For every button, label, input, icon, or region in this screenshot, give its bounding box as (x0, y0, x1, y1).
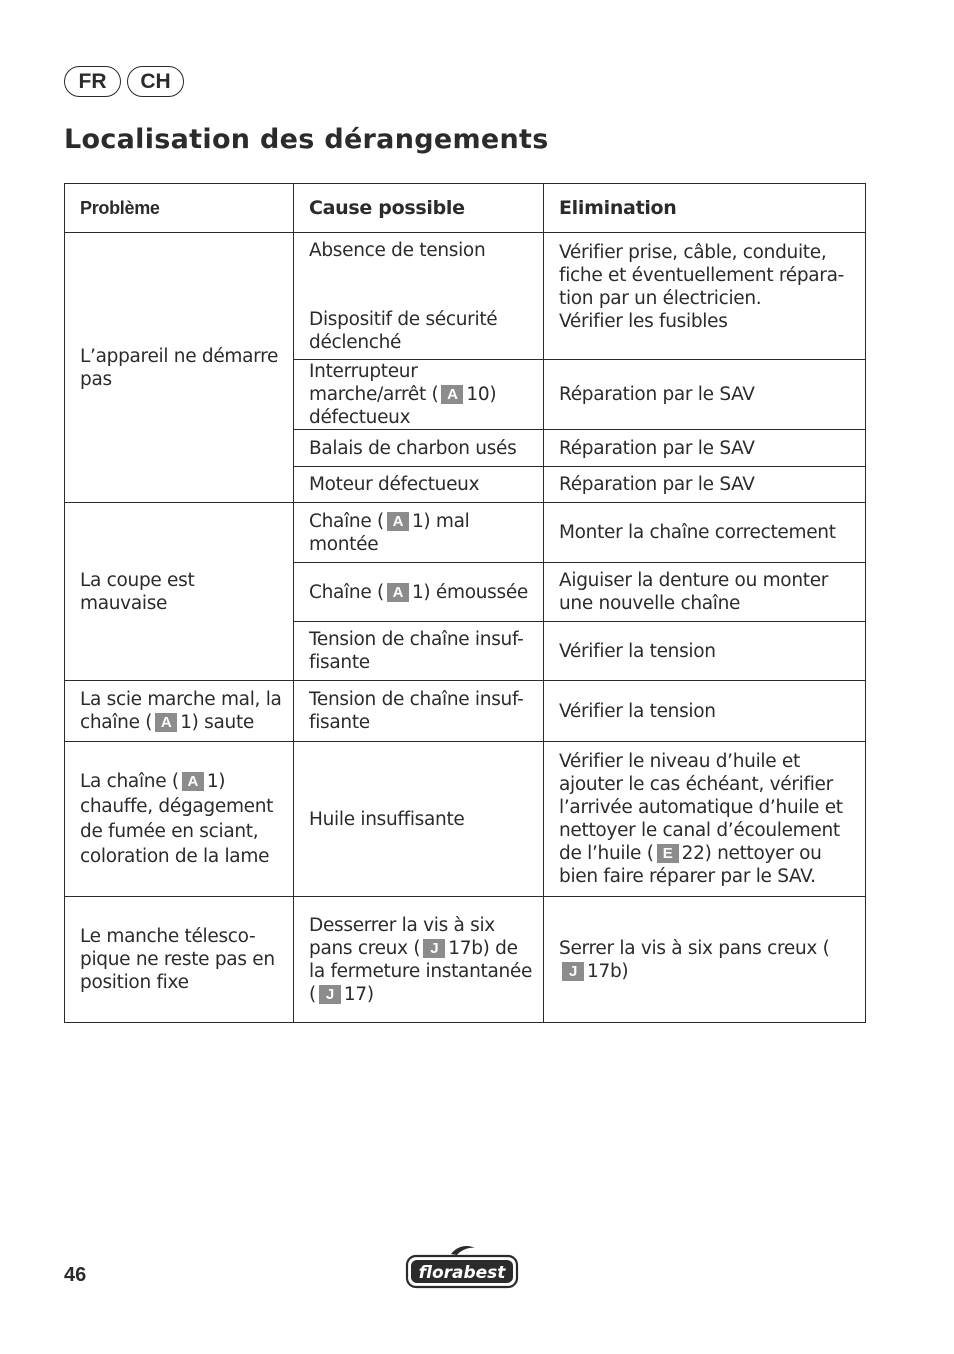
table-row (65, 897, 866, 1023)
elimination-text: 22) nettoyer ou bien faire réparer par le SAV. (559, 843, 822, 887)
page-number: 46 (64, 1264, 87, 1286)
figure-ref-badge: E (657, 844, 679, 863)
figure-ref-badge: A (387, 583, 409, 602)
elimination-cell: Réparation par le SAV (544, 360, 866, 430)
cause-text: Chaîne ( (309, 510, 384, 532)
cause-cell: Tension de chaîne insuf-fisante (294, 622, 544, 681)
table-row (65, 681, 866, 742)
cause-text: 17b) de la fermeture instantanée ( (309, 937, 533, 1005)
elimination-cell (544, 233, 866, 360)
table-row (65, 742, 866, 897)
problem-cell: La coupe est mauvaise (65, 503, 294, 681)
header-elimination: Elimination (544, 184, 866, 233)
elimination-cell: Réparation par le SAV (544, 467, 866, 503)
cause-cell (294, 503, 544, 563)
cause-cell (294, 360, 544, 430)
header-problem: Problème (65, 184, 294, 233)
figure-ref-badge: A (387, 512, 409, 531)
elimination-cell: Vérifier la tension (544, 681, 866, 742)
table-row (65, 233, 866, 360)
elimination-text: Vérifier le niveau d’huile et ajouter le cas échéant, vérifier l’arrivée automatique d’huile et nettoyer le canal d’écoulement de l’huile ( (559, 751, 843, 864)
cause-text: Chaîne ( (309, 581, 384, 603)
problem-text: 1) saute (180, 712, 254, 733)
problem-cell (65, 742, 294, 897)
lang-badge-ch: CH (127, 66, 184, 97)
cause-cell: Balais de charbon usés (294, 430, 544, 467)
cause-text: 10) défectueux (309, 384, 497, 428)
cause-text: Interrupteur marche/arrêt ( (309, 361, 439, 405)
page-title: Localisation des dérangements (64, 124, 549, 155)
elimination-text: Vérifier prise, câble, conduite, fiche et éventuellement répara-tion par un électricien. (559, 242, 845, 309)
language-badges (64, 66, 184, 97)
lang-badge-fr: FR (64, 66, 121, 97)
cause-cell (294, 897, 544, 1023)
problem-text: 1) chauffe, dégagement de fumée en sciant, coloration de la lame (80, 771, 274, 867)
cause-cell: Moteur défectueux (294, 467, 544, 503)
figure-ref-badge: A (441, 385, 463, 404)
troubleshooting-table (64, 183, 866, 1023)
elimination-cell: Monter la chaîne correctement (544, 503, 866, 563)
cause-cell: Tension de chaîne insuf-fisante (294, 681, 544, 742)
problem-cell: L’appareil ne démarre pas (65, 233, 294, 503)
figure-ref-badge: J (319, 985, 341, 1004)
table-header-row (65, 184, 866, 233)
cause-cell: Huile insuffisante (294, 742, 544, 897)
cause-cell (294, 233, 544, 360)
problem-text: La scie marche mal, la chaîne ( (80, 689, 282, 733)
elimination-cell: Vérifier la tension (544, 622, 866, 681)
problem-cell: Le manche télesco-pique ne reste pas en position fixe (65, 897, 294, 1023)
elimination-cell: Aiguiser la denture ou monter une nouvelle chaîne (544, 563, 866, 622)
elimination-text: Serrer la vis à six pans creux ( (559, 937, 830, 959)
cause-text: Desserrer la vis à six pans creux ( (309, 914, 495, 959)
logo-wordmark: florabest (418, 1263, 506, 1283)
cause-text: 1) émoussée (411, 581, 528, 603)
elimination-text: Vérifier les fusibles (559, 311, 728, 332)
elimination-cell (544, 897, 866, 1023)
elimination-cell (544, 742, 866, 897)
cause-text: Absence de tension (309, 239, 486, 261)
problem-cell (65, 681, 294, 742)
cause-text: 17) (343, 983, 374, 1005)
elimination-text: 17b) (587, 960, 629, 982)
table-row (65, 503, 866, 563)
figure-ref-badge: A (155, 713, 177, 732)
cause-cell (294, 563, 544, 622)
elimination-cell: Réparation par le SAV (544, 430, 866, 467)
florabest-logo (405, 1244, 519, 1290)
figure-ref-badge: A (182, 772, 204, 791)
cause-text: 1) mal montée (309, 510, 470, 555)
cause-text: Dispositif de sécurité déclenché (309, 308, 498, 353)
problem-text: La chaîne ( (80, 771, 179, 792)
header-cause: Cause possible (294, 184, 544, 233)
figure-ref-badge: J (423, 939, 445, 958)
figure-ref-badge: J (562, 962, 584, 981)
